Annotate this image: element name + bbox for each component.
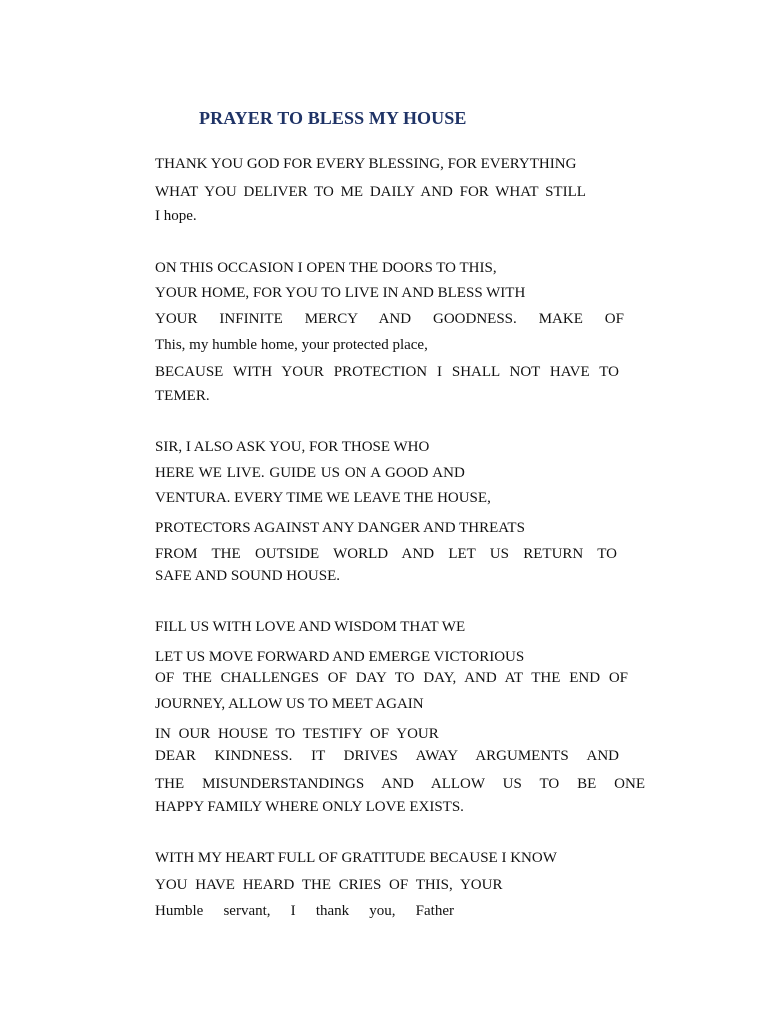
text-line: FROM THE OUTSIDE WORLD AND LET US RETURN TO bbox=[155, 546, 617, 562]
text-line: SAFE AND SOUND HOUSE. bbox=[155, 568, 341, 584]
text-line: JOURNEY, ALLOW US TO MEET AGAIN bbox=[155, 696, 424, 712]
text-line: Humble servant, I thank you, Father bbox=[155, 903, 454, 919]
text-line: THE MISUNDERSTANDINGS AND ALLOW US TO BE ONE bbox=[155, 776, 645, 792]
text-line: TEMER. bbox=[155, 388, 210, 404]
text-line: HERE WE LIVE. GUIDE US ON A GOOD AND bbox=[155, 465, 465, 481]
text-line: THANK YOU GOD FOR EVERY BLESSING, FOR EVERYTHING bbox=[155, 156, 577, 172]
text-line: DEAR KINDNESS. IT DRIVES AWAY ARGUMENTS AND bbox=[155, 748, 619, 764]
text-line: WITH MY HEART FULL OF GRATITUDE BECAUSE I KNOW bbox=[155, 850, 557, 866]
text-line: YOUR INFINITE MERCY AND GOODNESS. MAKE OF bbox=[155, 311, 624, 327]
text-line: PROTECTORS AGAINST ANY DANGER AND THREATS bbox=[155, 520, 525, 536]
text-line: YOUR HOME, FOR YOU TO LIVE IN AND BLESS WITH bbox=[155, 285, 526, 301]
text-line: LET US MOVE FORWARD AND EMERGE VICTORIOUS bbox=[155, 649, 525, 665]
text-line: BECAUSE WITH YOUR PROTECTION I SHALL NOT HAVE TO bbox=[155, 364, 619, 380]
text-line: HAPPY FAMILY WHERE ONLY LOVE EXISTS. bbox=[155, 799, 464, 815]
text-line: FILL US WITH LOVE AND WISDOM THAT WE bbox=[155, 619, 466, 635]
text-line: I hope. bbox=[155, 208, 197, 224]
page-title: PRAYER TO BLESS MY HOUSE bbox=[199, 108, 467, 128]
text-line: SIR, I ALSO ASK YOU, FOR THOSE WHO bbox=[155, 439, 430, 455]
text-line: WHAT YOU DELIVER TO ME DAILY AND FOR WHAT STILL bbox=[155, 184, 586, 200]
text-line: This, my humble home, your protected place, bbox=[155, 337, 428, 353]
text-line: VENTURA. EVERY TIME WE LEAVE THE HOUSE, bbox=[155, 490, 491, 506]
text-line: YOU HAVE HEARD THE CRIES OF THIS, YOUR bbox=[155, 877, 503, 893]
text-line: ON THIS OCCASION I OPEN THE DOORS TO THIS, bbox=[155, 260, 497, 276]
text-line: OF THE CHALLENGES OF DAY TO DAY, AND AT THE END OF bbox=[155, 670, 628, 686]
text-line: IN OUR HOUSE TO TESTIFY OF YOUR bbox=[155, 726, 439, 742]
